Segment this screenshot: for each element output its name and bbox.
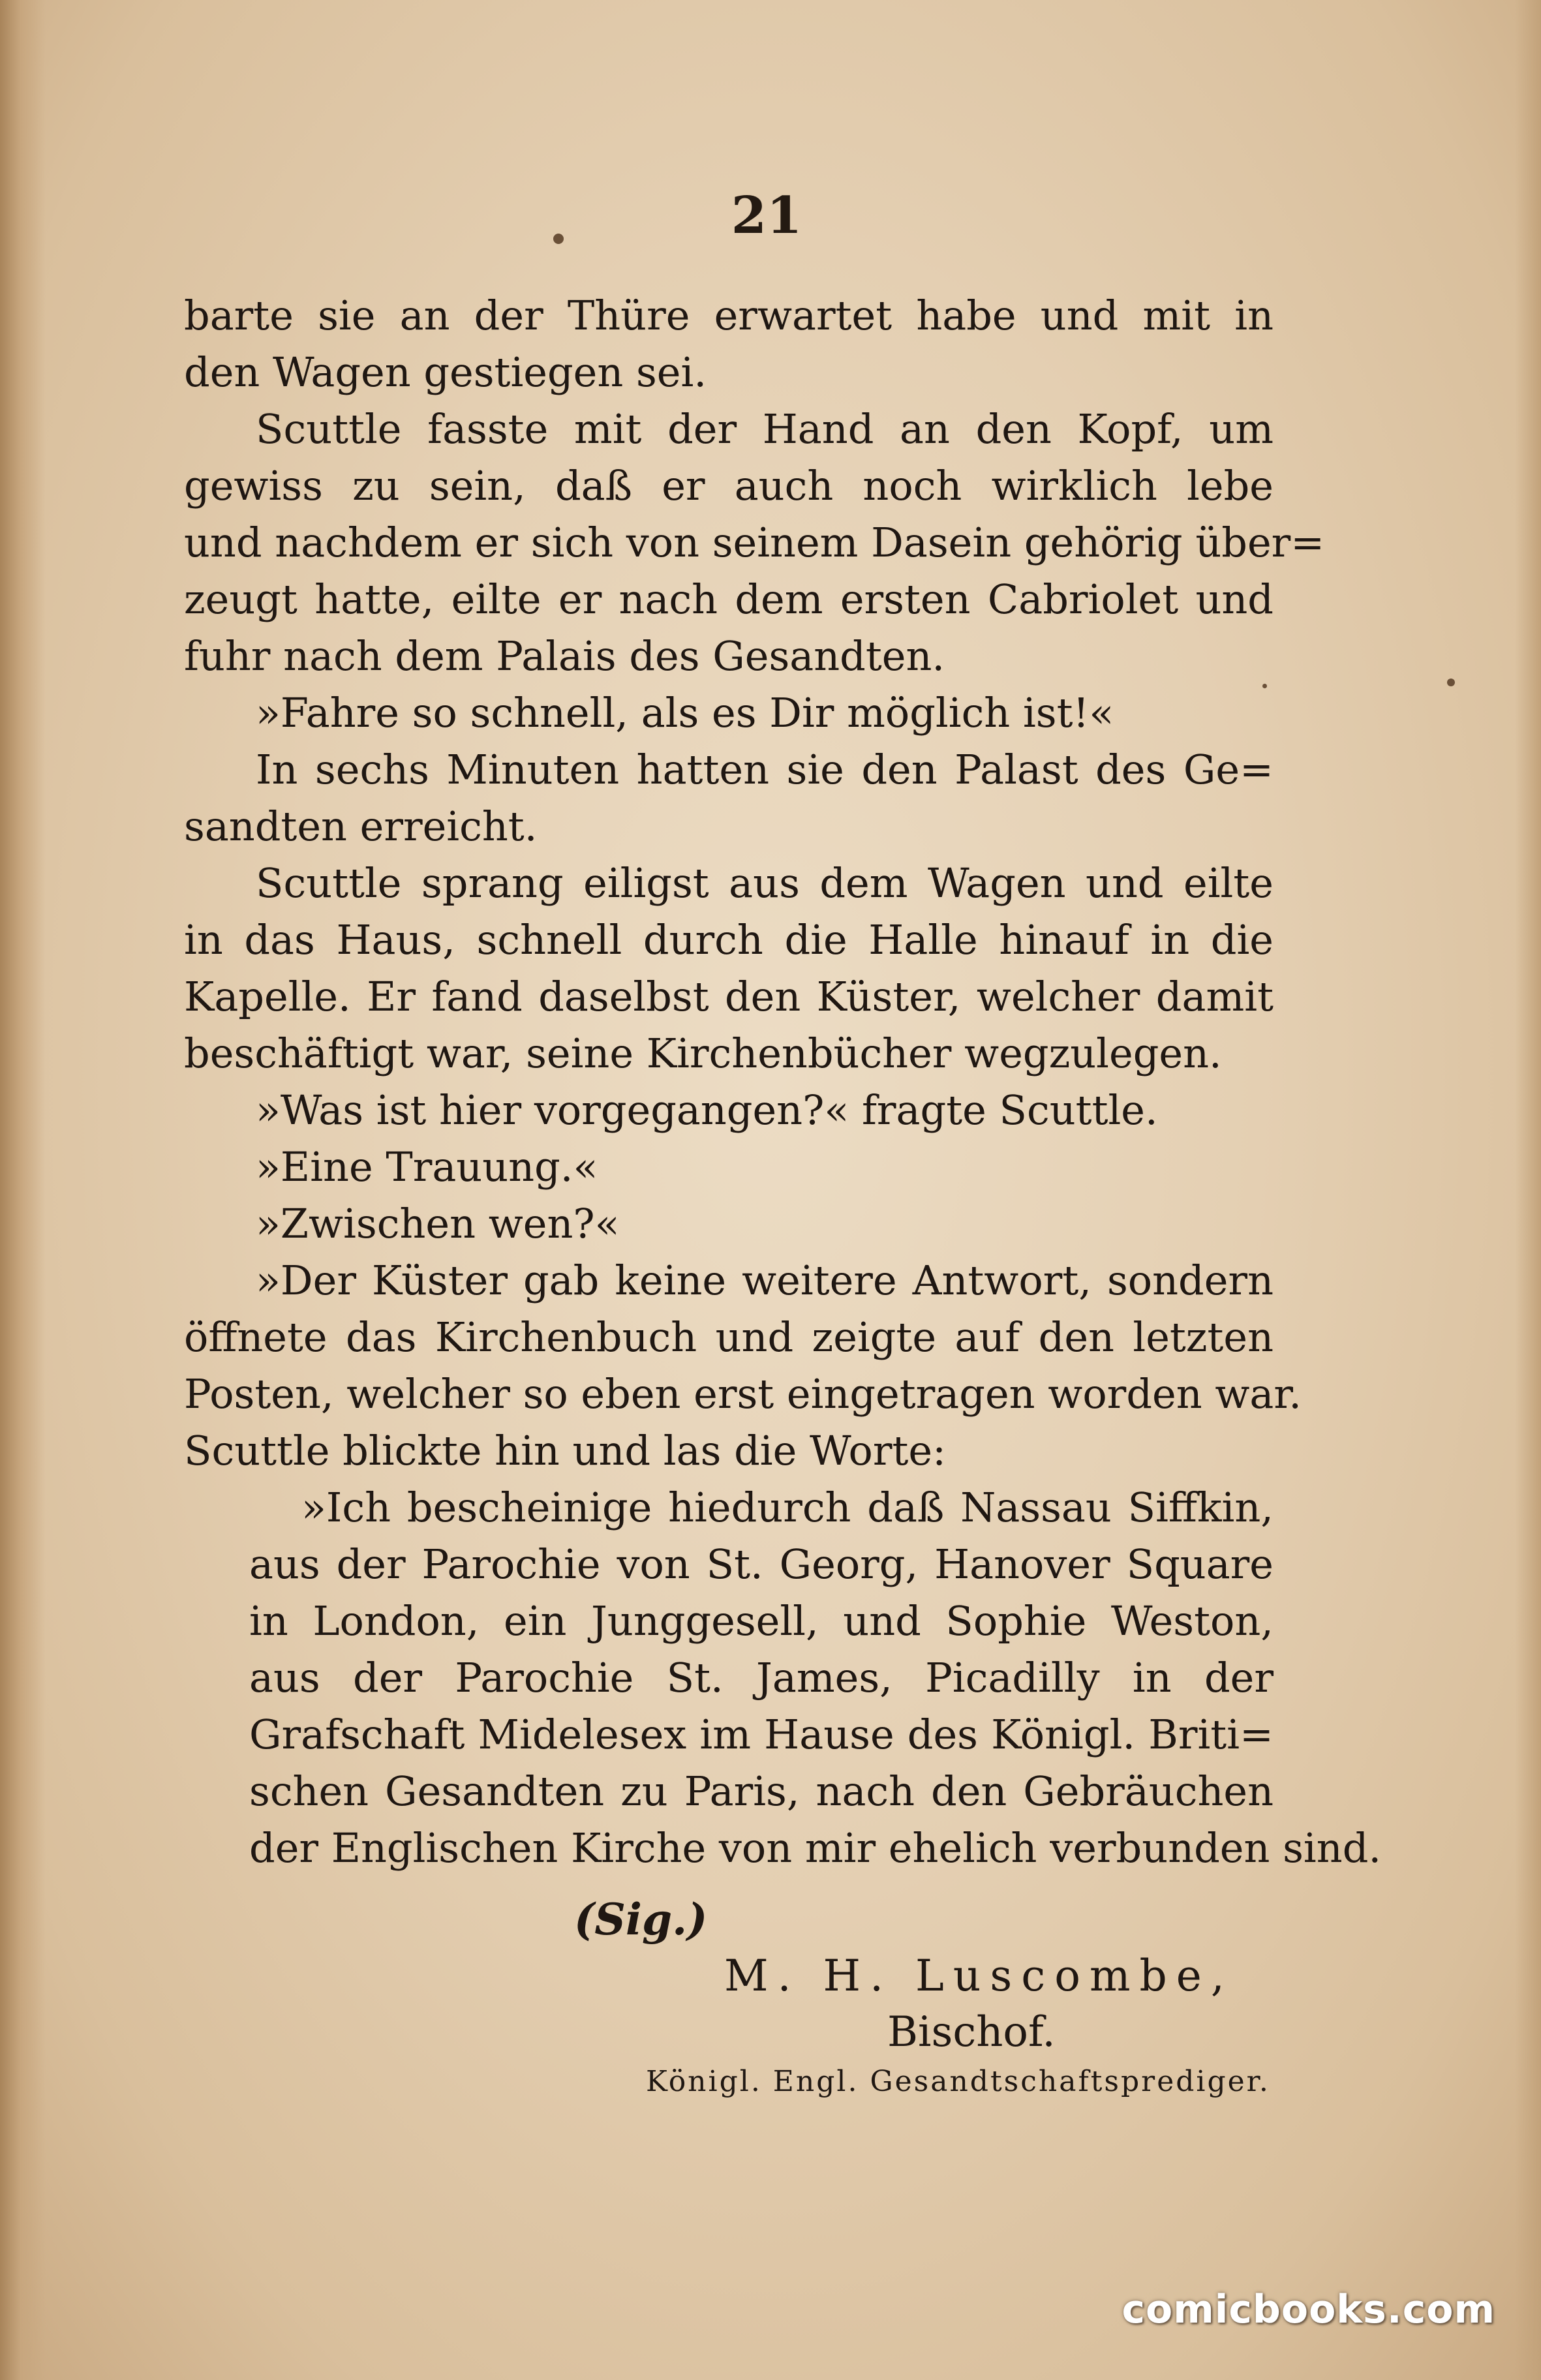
- text-line: in das Haus, schnell durch die Halle hinauf in die: [184, 916, 1274, 964]
- signature-label: (Sig.): [574, 1894, 708, 1945]
- text-line: den Wagen gestiegen sei.: [184, 348, 707, 396]
- signature-title: Bischof.: [887, 2008, 1056, 2056]
- text-line: Kapelle. Er fand daselbst den Küster, welcher damit: [184, 973, 1274, 1020]
- text-line: und nachdem er sich von seinem Dasein gehörig über=: [184, 519, 1325, 566]
- certificate-line: schen Gesandten zu Paris, nach den Gebräuchen: [249, 1767, 1274, 1815]
- body-text: [184, 287, 1382, 1876]
- text-line: beschäftigt war, seine Kirchenbücher wegzulegen.: [184, 1030, 1222, 1077]
- text-line: »Der Küster gab keine weitere Antwort, sondern: [256, 1257, 1274, 1304]
- spine-shadow: [0, 0, 46, 2380]
- text-line: »Was ist hier vorgegangen?« fragte Scuttle.: [256, 1086, 1158, 1134]
- text-line: sandten erreicht.: [184, 802, 538, 850]
- page-number: 21: [731, 186, 802, 245]
- text-line: In sechs Minuten hatten sie den Palast des Ge=: [256, 746, 1274, 793]
- text-line: »Eine Trauung.«: [256, 1143, 598, 1191]
- text-line: gewiss zu sein, daß er auch noch wirklich lebe: [184, 462, 1274, 510]
- certificate-line: der Englischen Kirche von mir ehelich verbunden sind.: [249, 1824, 1382, 1872]
- ink-speck: [553, 234, 564, 244]
- signature-name: M. H. Luscombe,: [724, 1951, 1234, 2001]
- certificate-line: Grafschaft Midelesex im Hause des Königl. Briti=: [249, 1711, 1274, 1758]
- watermark: comicbooks.com: [1121, 2287, 1495, 2332]
- certificate-line: »Ich bescheinige hiedurch daß Nassau Siffkin,: [301, 1484, 1274, 1531]
- certificate-line: aus der Parochie von St. Georg, Hanover Square: [249, 1540, 1274, 1588]
- text-line: barte sie an der Thüre erwartet habe und mit in: [184, 292, 1274, 339]
- signature-role: Königl. Engl. Gesandtschaftsprediger.: [646, 2065, 1270, 2098]
- text-line: öffnete das Kirchenbuch und zeigte auf den letzten: [184, 1313, 1274, 1361]
- certificate-line: aus der Parochie St. James, Picadilly in der: [249, 1654, 1274, 1701]
- text-line: »Zwischen wen?«: [256, 1200, 620, 1247]
- text-line: zeugt hatte, eilte er nach dem ersten Cabriolet und: [184, 575, 1274, 623]
- text-line: fuhr nach dem Palais des Gesandten.: [184, 632, 945, 680]
- page-edge-shadow: [1515, 0, 1541, 2380]
- text-line: Scuttle blickte hin und las die Worte:: [184, 1427, 947, 1474]
- text-line: Posten, welcher so eben erst eingetragen worden war.: [184, 1370, 1302, 1418]
- text-line: Scuttle sprang eiligst aus dem Wagen und eilte: [256, 859, 1274, 907]
- ink-speck: [1447, 679, 1455, 686]
- certificate-line: in London, ein Junggesell, und Sophie Weston,: [249, 1597, 1274, 1645]
- text-line: Scuttle fasste mit der Hand an den Kopf, um: [256, 405, 1274, 453]
- text-line: »Fahre so schnell, als es Dir möglich ist!«: [256, 689, 1114, 737]
